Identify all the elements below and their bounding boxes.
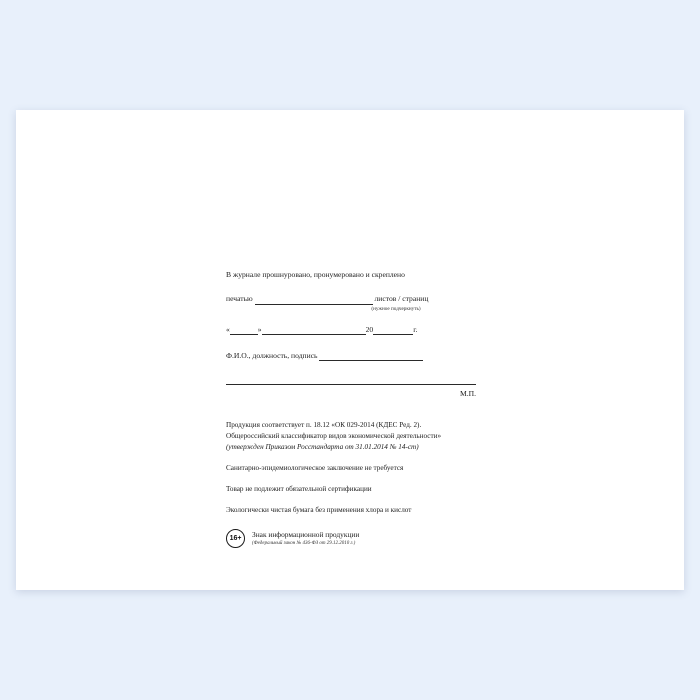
underline-hint-note: (нужное подчеркнуть): [371, 305, 421, 312]
date-year-fill-line[interactable]: [373, 326, 413, 335]
spacer: [226, 282, 476, 294]
certification-note: Товар не подлежит обязательной сертификации: [226, 484, 372, 493]
sheets-pages-label: листов / страниц: [374, 294, 429, 304]
document-sheet: [16, 110, 684, 590]
info-mark-subtitle: (Федеральный закон № 436-ФЗ от 29.12.2010 г.): [252, 540, 356, 546]
date-month-fill-line[interactable]: [262, 326, 366, 335]
notes-block: [226, 420, 476, 515]
spacer: [226, 337, 476, 351]
spacer: [226, 317, 476, 325]
info-mark-text: [252, 530, 359, 548]
signature-label: Ф.И.О., должность, подпись: [226, 350, 318, 360]
date-day-fill-line[interactable]: [230, 326, 258, 335]
seal-count-line: [226, 294, 476, 304]
conformity-line-3: (утвержден Приказом Росстандарта от 31.01.2014 № 14-ст): [226, 442, 419, 451]
sanitary-note: Санитарно-эпидемиологическое заключение не требуется: [226, 463, 404, 472]
signature-line: [226, 351, 476, 361]
conformity-line-1: Продукция соответствует п. 18.12 «ОК 029-2014 (КДЕС Ред. 2).: [226, 420, 422, 429]
signature-fill-line[interactable]: [319, 352, 423, 361]
journal-statement-line: [226, 270, 476, 280]
info-mark-block: [226, 529, 476, 548]
conformity-line-2: Общероссийский классификатор видов экономической деятельности»: [226, 431, 442, 440]
age-rating-badge: 16+: [226, 529, 245, 548]
certification-block: [226, 270, 476, 400]
year-prefix: 20: [365, 324, 374, 334]
date-close-quote: »: [257, 324, 262, 334]
spacer: [226, 400, 476, 420]
info-mark-title: Знак информационной продукции: [252, 529, 360, 539]
spacer: [226, 363, 476, 375]
seal-count-fill-line[interactable]: [255, 296, 373, 305]
signature-fill-line-2[interactable]: [226, 376, 476, 385]
date-line: [226, 325, 476, 335]
document-text-body: [226, 270, 476, 548]
ecology-note: Экологически чистая бумага без применения хлора и кислот: [226, 505, 412, 514]
signature-second-line: [226, 375, 476, 385]
year-suffix: г.: [413, 324, 418, 334]
stamp-place-label: М.П.: [459, 389, 476, 399]
journal-statement-text: В журнале прошнуровано, пронумеровано и скреплено: [226, 270, 405, 279]
date-open-quote: «: [226, 324, 230, 334]
seal-label: печатью: [226, 294, 253, 304]
